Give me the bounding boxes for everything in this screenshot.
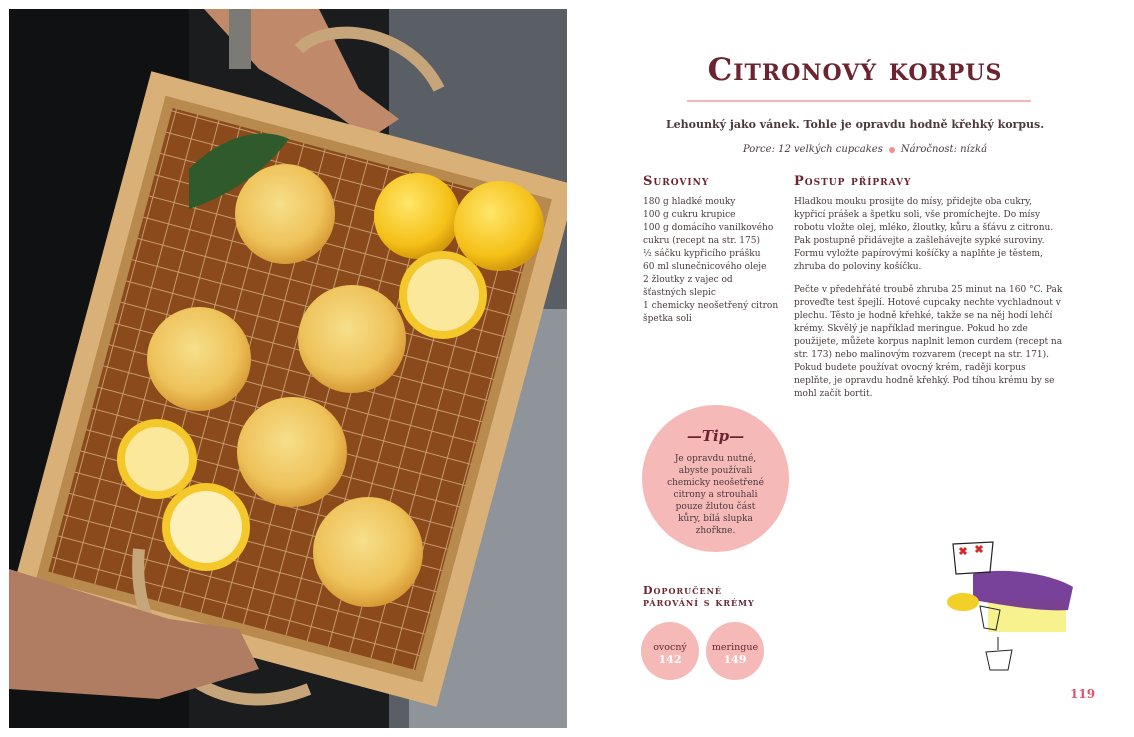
ingredient-line: špetka soli: [643, 314, 692, 324]
servings-text: Porce: 12 velkých cupcakes: [742, 144, 883, 155]
method-paragraph: Pečte v předehřáté troubě zhruba 25 minut na 160 °C. Pak proveďte test špejlí. Hotové cupcaky nechte vychladnout v plechu. Těsto je hodně křehké, takže se na něj hodí lehčí krémy. Skvělý je například meringue. Pokud ho zde použijete, můžete korpus naplnit lemon curdem (recept na str. 173) nebo malinovým rozvarem (recept na str. 171). Pokud budete používat ovocný krém, raději korpus neplňte, je opravdu hodně křehký. Pod tíhou krému by se mohl začít bortit.: [794, 285, 1063, 399]
ingredient-line: 1 chemicky neošetřený citron: [643, 301, 779, 311]
recipe-subtitle: Lehounký jako vánek. Tohle je opravdu hodně křehký korpus.: [665, 118, 1045, 131]
recipe-meta: [640, 144, 1090, 155]
pairing-heading-line: párování s krémy: [643, 596, 755, 609]
ingredient-line: 180 g hladké mouky: [643, 197, 736, 207]
ingredient-line: cukru (recept na str. 175): [643, 236, 760, 246]
tip-bubble: [642, 405, 789, 552]
tip-title: —Tip—: [686, 427, 745, 445]
ingredients-heading: Suroviny: [643, 174, 710, 189]
method-text: [794, 196, 1064, 411]
method-paragraph: Hladkou mouku prosijte do mísy, přidejte oba cukry, kypřicí prášek a špetku soli, vše promíchejte. Do mísy robotu vložte olej, mléko, žloutky, kůru a šťávu z citronu. Pak postupně přidávejte a zašlehávejte sypké suroviny. Formu vyložte papírovými košíčky a naplňte je těstem, zhruba do poloviny košíčku.: [794, 197, 1054, 272]
pairing-label: ovocný: [653, 642, 687, 653]
page-number: 119: [1070, 687, 1096, 701]
pairing-page: 142: [658, 653, 682, 666]
pairing-label: meringue: [711, 642, 759, 653]
pairing-page: 149: [723, 653, 747, 666]
pairing-item: [706, 622, 764, 680]
ingredient-line: ½ sáčku kypřicího prášku: [643, 249, 761, 259]
difficulty-text: Náročnost: nízká: [900, 144, 988, 155]
kitchen-illustration: [938, 532, 1078, 681]
pairing-item: [641, 622, 699, 680]
recipe-title: Citronový korpus: [707, 52, 1003, 88]
ingredient-line: šťastných slepic: [643, 288, 716, 298]
bullet-dot-icon: [889, 147, 895, 153]
ingredient-line: 100 g domácího vanilkového: [643, 223, 774, 233]
ingredient-line: 60 ml slunečnicového oleje: [643, 262, 767, 272]
ingredients-list: [643, 196, 783, 326]
pairing-heading-line: Doporučené: [643, 584, 722, 597]
method-heading: Postup přípravy: [794, 174, 912, 189]
tip-text: Je opravdu nutné, abyste používali chemicky neošetřené citrony a strouhali pouze žlutou část kůry, bílá slupka zhořkne.: [667, 454, 764, 536]
ingredient-line: 100 g cukru krupice: [643, 210, 736, 220]
ingredient-line: 2 žloutky z vajec od: [643, 275, 733, 285]
recipe-photo: [9, 9, 567, 728]
pairing-heading: [643, 585, 793, 609]
title-divider: [687, 100, 1031, 102]
